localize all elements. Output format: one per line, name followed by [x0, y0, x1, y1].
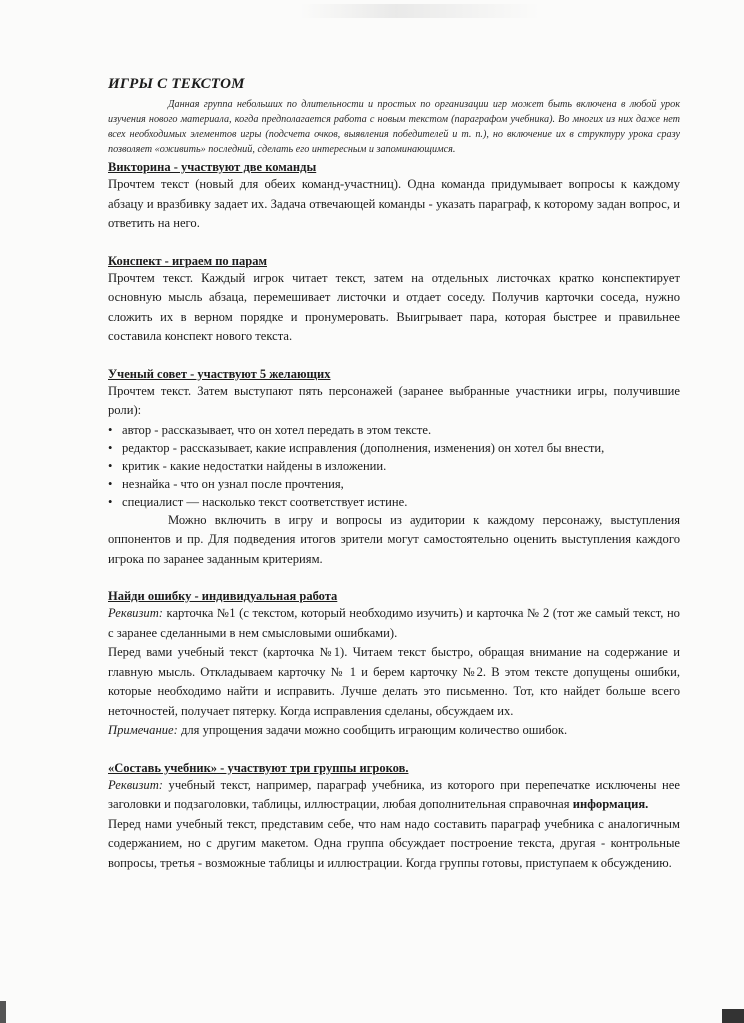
roles-list: [108, 421, 680, 511]
props-text: карточка №1 (с текстом, который необходимо изучить) и карточка № 2 (тот же самый текст, но с заранее сделанными в нем смысловыми ошибками).: [108, 606, 680, 640]
scan-corner-mark: [722, 1009, 744, 1023]
list-item: • незнайка - что он узнал после прочтения,: [108, 475, 680, 493]
section-title-find-error: Найди ошибку - индивидуальная работа: [108, 589, 338, 603]
document-page: [108, 76, 680, 873]
note-text: для упрощения задачи можно сообщить играющим количество ошибок.: [180, 723, 568, 737]
section-title-quiz: Викторина - участвуют две команды: [108, 160, 317, 174]
section-text-textbook: Перед нами учебный текст, представим себе, что нам надо составить параграф учебника с аналогичным содержанием, но с другим макетом. Одна группа обсуждает построение текста, другая - контрольные вопросы, третья - возможные таблицы и иллюстрации. Когда группы готовы, приступаем к обсуждению.: [108, 816, 680, 870]
scan-artifact: [300, 4, 540, 18]
props-label: Реквизит:: [108, 777, 163, 792]
section-text-council: Прочтем текст. Затем выступают пять персонажей (заранее выбранные участники игры, получившие роли):: [108, 383, 680, 417]
section-text-summary: Прочтем текст. Каждый игрок читает текст, затем на отдельных листочках кратко конспектирует основную мысль абзаца, перемешивает листочки и отдает соседу. Получив карточки соседа, нужно сложить их в верном порядке и пронумеровать. Выигрывает пара, которая быстрее и правильнее составила конспект нового текста.: [108, 270, 680, 343]
list-item: • критик - какие недостатки найдены в изложении.: [108, 457, 680, 475]
props-text: учебный текст, например, параграф учебника, из которого при перепечатке исключены нее заголовки и подзаголовки, таблицы, иллюстрации, любая дополнительная справочная: [108, 777, 680, 811]
page-title: ИГРЫ С ТЕКСТОМ: [108, 76, 245, 92]
section-note-find-error: [108, 721, 680, 741]
section-title-textbook: «Составь учебник» - участвуют три группы игроков.: [108, 760, 409, 775]
props-bold: информация.: [572, 797, 649, 811]
intro-paragraph: Данная группа небольших по длительности и простых по организации игр может быть включена в любой урок изучения нового материала, когда предполагается работа с новым текстом (параграфом учебника). Во многих из них даже нет всех необходимых элементов игры (подсчета очков, выявления победителей и т. п.), но включение их в структуру урока сразу позволяет «оживить» последний, сделать его интересным и запоминающимся.: [108, 99, 680, 155]
section-props-textbook: [108, 776, 680, 815]
section-after-council: Можно включить в игру и вопросы из аудитории к каждому персонажу, выступления оппонентов и пр. Для подведения итогов зрители могут самостоятельно оценить выступления каждого игрока по заранее заданным критериям.: [108, 512, 680, 566]
section-title-council: Ученый совет - участвуют 5 желающих: [108, 366, 331, 381]
section-text-find-error: Перед вами учебный текст (карточка №1). Читаем текст быстро, обращая внимание на содержание и главную мысль. Откладываем карточку № 1 и берем карточку №2. В этом тексте допущены ошибки, которые необходимо найти и исправить. Лучше делать это письменно. Тот, кто найдет больше всего неточностей, получает пятерку. Когда исправления сделаны, обсуждаем их.: [108, 645, 680, 718]
note-label: Примечание:: [108, 723, 178, 737]
section-props-find-error: [108, 604, 680, 643]
props-label: Реквизит:: [108, 606, 163, 620]
list-item: • автор - рассказывает, что он хотел передать в этом тексте.: [108, 421, 680, 439]
section-text-quiz: Прочтем текст (новый для обеих команд-участниц). Одна команда придумывает вопросы к каждому абзацу и вразбивку задает их. Задача отвечающей команды - указать параграф, к которому задан вопрос, и ответить на него.: [108, 177, 680, 230]
list-item: • специалист — насколько текст соответствует истине.: [108, 493, 680, 511]
list-item: • редактор - рассказывает, какие исправления (дополнения, изменения) он хотел бы внести,: [108, 439, 680, 457]
scan-edge-mark: [0, 1001, 6, 1023]
section-title-summary: Конспект - играем по парам: [108, 253, 267, 268]
